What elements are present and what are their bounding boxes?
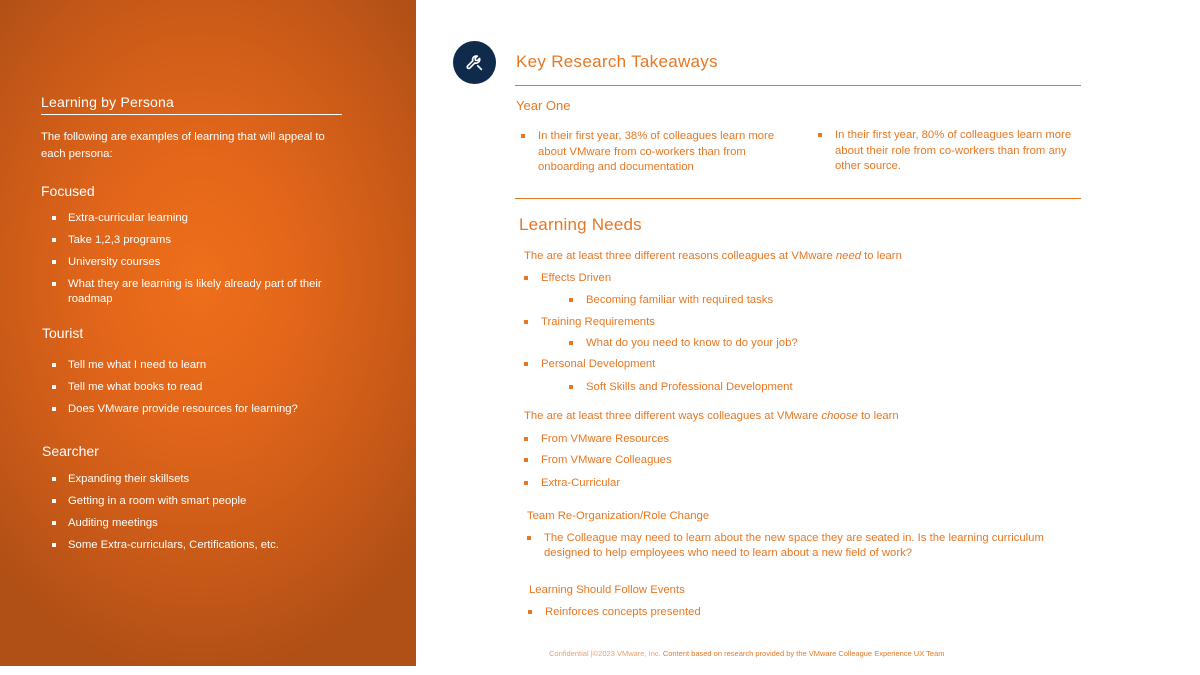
reorg-heading: Team Re-Organization/Role Change [527,510,710,522]
footer-separator: | [590,649,593,658]
persona-heading-tourist: Tourist [42,325,84,341]
tools-icon [453,41,496,84]
panel-intro: The following are examples of learning that will appeal to each persona: [41,131,325,160]
reason-subitem: What do you need to know to do your job? [569,336,798,351]
events-heading: Learning Should Follow Events [529,584,685,596]
reason-subitem: Soft Skills and Professional Development [569,380,793,395]
reasons-intro: The are at least three different reasons colleagues at VMware need to learn [524,250,902,262]
ways-intro: The are at least three different ways colleagues at VMware choose to learn [524,410,899,422]
list-item: Tell me what I need to learn [52,358,352,373]
way-item: Extra-Curricular [524,476,620,491]
way-item: From VMware Resources [524,432,669,447]
page-title: Key Research Takeaways [516,52,718,71]
source-note: Content based on research provided by the VMware Colleague Experience UX Team [662,649,945,658]
persona-list-searcher [52,472,352,560]
reason-subitem: Becoming familiar with required tasks [569,293,773,308]
persona-heading-focused: Focused [41,183,95,199]
persona-heading-searcher: Searcher [42,443,99,459]
events-point: Reinforces concepts presented [528,605,701,620]
list-item: Take 1,2,3 programs [52,233,352,248]
list-item: University courses [52,255,352,270]
section-heading-year-one: Year One [516,98,571,113]
footer [549,649,945,658]
confidential-label: Confidential [549,649,589,658]
emphasis-choose: choose [821,410,858,422]
reason-item: Effects Driven [524,271,611,286]
section-heading-learning-needs: Learning Needs [519,215,642,234]
copyright: ©2023 VMware, Inc. [592,649,661,658]
persona-panel [0,0,416,666]
list-item: Auditing meetings [52,516,352,531]
list-item: In their first year, 80% of colleagues learn more about their role from co-workers than from any other source. [818,128,1080,175]
title-divider [41,114,342,115]
emphasis-need: need [835,250,862,262]
way-item: From VMware Colleagues [524,453,672,468]
year-one-point-list [521,129,796,176]
reason-item: Personal Development [524,357,655,372]
reason-item: Training Requirements [524,315,655,330]
list-item: Extra-curricular learning [52,211,352,226]
list-item: Some Extra-curriculars, Certifications, etc. [52,538,352,553]
list-item: Getting in a room with smart people [52,494,352,509]
persona-list-tourist [52,358,352,424]
list-item: What they are learning is likely already part of their roadmap [52,277,352,307]
panel-title: Learning by Persona [41,94,174,110]
list-item: Does VMware provide resources for learning? [52,402,352,417]
reorg-point: The Colleague may need to learn about the new space they are seated in. Is the learning curriculum designed to help employees who need to learn about a new field of work? [527,531,1087,561]
list-item: In their first year, 38% of colleagues learn more about VMware from co-workers than from onboarding and documentation [521,129,796,176]
persona-list-focused [52,211,352,314]
list-item: Expanding their skillsets [52,472,352,487]
year-one-point-list [818,128,1080,175]
list-item: Tell me what books to read [52,380,352,395]
section-divider [515,198,1081,199]
title-divider [515,85,1081,86]
